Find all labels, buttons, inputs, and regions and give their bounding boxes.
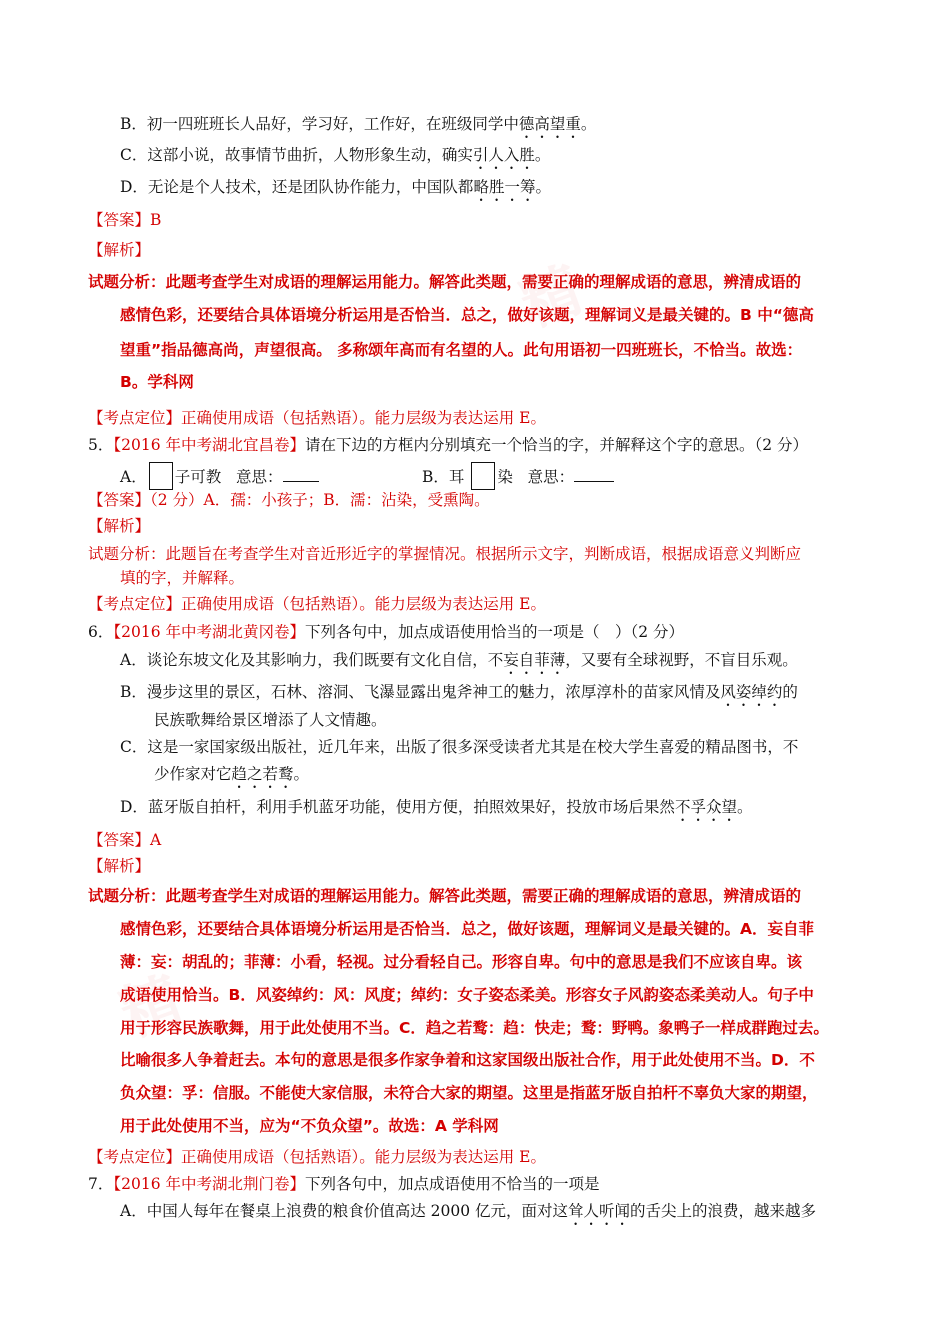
q4-option-c: C．这部小说，故事情节曲折，人物形象生动，确实引人入胜。	[120, 146, 551, 164]
q6-answer: 【答案】A	[88, 831, 162, 849]
q7-stem: 7．【2016 年中考湖北荆门卷】下列各句中，加点成语使用不恰当的一项是	[88, 1175, 600, 1193]
q4-answer: 【答案】B	[88, 211, 162, 229]
q7-option-a: A．中国人每年在餐桌上浪费的粮食价值高达 2000 亿元，面对这耸人听闻的舌尖上的浪费，越来越多	[120, 1202, 817, 1220]
q6-analysis-line: 薄：妄：胡乱的；菲薄：小看，轻视。过分看轻自己。形容自卑。句中的意思是我们不应该自卑。该	[120, 953, 803, 971]
q4-analysis-line: B。学科网	[120, 373, 194, 391]
q5-stem: 5．【2016 年中考湖北宜昌卷】请在下边的方框内分别填充一个恰当的字，并解释这个字的意思。（2 分）	[88, 436, 809, 454]
q6-analysis-line: 负众望：孚：信服。不能使大家信服，未符合大家的期望。这里是指蓝牙版自拍杆不辜负大家的期望，	[120, 1084, 818, 1102]
answer-box-b[interactable]	[471, 462, 495, 490]
q6-option-d: D．蓝牙版自拍杆，利用手机蓝牙功能，使用方便，拍照效果好，投放市场后果然不孚众望。	[120, 798, 753, 816]
q6-kaodian: 【考点定位】正确使用成语（包括熟语）。能力层级为表达运用 E。	[88, 1148, 546, 1166]
q6-analysis-line: 用于此处使用不当，应为“不负众望”。故选：A 学科网	[120, 1117, 499, 1135]
q5-answer: 【答案】（2 分）A．孺：小孩子；B．濡：沾染，受熏陶。	[88, 491, 490, 509]
q4-analysis-line: 望重”指品德高尚，声望很高。 多称颂年高而有名望的人。此句用语初一四班班长，不恰当。故选：	[120, 341, 803, 359]
watermark: 精	[111, 964, 192, 1051]
q5-kaodian: 【考点定位】正确使用成语（包括熟语）。能力层级为表达运用 E。	[88, 595, 546, 613]
q4-analysis-line: 试题分析：此题考查学生对成语的理解运用能力。解答此类题，需要正确的理解成语的意思，辨清成语的	[88, 273, 802, 291]
q6-option-b: B．漫步这里的景区，石林、溶洞、飞瀑显露出鬼斧神工的魅力，浓厚淳朴的苗家风情及风姿绰约的	[120, 683, 798, 701]
q5-option-a: A． 子可教 意思：	[120, 462, 319, 490]
q6-analysis-line: 成语使用恰当。B．风姿绰约：风：风度；绰约：女子姿态柔美。形容女子风韵姿态柔美动人。句子中	[120, 986, 814, 1004]
q4-option-b: B．初一四班班长人品好，学习好，工作好，在班级同学中德高望重。	[120, 115, 597, 133]
answer-box-a[interactable]	[149, 462, 173, 490]
q5-option-b: B．耳 染 意思：	[422, 462, 614, 490]
q6-analysis-line: 用于形容民族歌舞，用于此处使用不当。C．趋之若鹜：趋：快走；鹜：野鸭。象鸭子一样成群跑过去。	[120, 1019, 829, 1037]
meaning-blank-b[interactable]	[574, 467, 614, 482]
q6-analysis-line: 试题分析：此题考查学生对成语的理解运用能力。解答此类题，需要正确的理解成语的意思，辨清成语的	[88, 887, 802, 905]
q5-analysis-line: 填的字，并解释。	[120, 569, 245, 587]
q6-stem: 6．【2016 年中考湖北黄冈卷】下列各句中，加点成语使用恰当的一项是（ ）（2 分）	[88, 623, 685, 641]
watermark: 精	[511, 254, 592, 341]
q6-option-b-cont: 民族歌舞给景区增添了人文情趣。	[154, 711, 387, 729]
q5-analysis-line: 试题分析：此题旨在考查学生对音近形近字的掌握情况。根据所示文字，判断成语，根据成语意义判断应	[88, 545, 802, 563]
q6-option-a: A．谈论东坡文化及其影响力，我们既要有文化自信，不妄自菲薄，又要有全球视野，不盲目乐观。	[120, 651, 798, 669]
q6-option-c-cont: 少作家对它趋之若鹜。	[154, 765, 310, 783]
q6-analysis-line: 感情色彩，还要结合具体语境分析运用是否恰当．总之，做好该题，理解词义是最关键的。A．妄自菲	[120, 920, 814, 938]
q6-analysis-heading: 【解析】	[88, 857, 151, 875]
q4-kaodian: 【考点定位】正确使用成语（包括熟语）。能力层级为表达运用 E。	[88, 409, 546, 427]
q4-option-d: D．无论是个人技术，还是团队协作能力，中国队都略胜一筹。	[120, 178, 551, 196]
meaning-blank-a[interactable]	[283, 467, 319, 482]
q6-analysis-line: 比喻很多人争着赶去。本句的意思是很多作家争着和这家国级出版社合作，用于此处使用不当。D．不	[120, 1051, 815, 1069]
q4-analysis-line: 感情色彩，还要结合具体语境分析运用是否恰当．总之，做好该题，理解词义是最关键的。B 中“德高	[120, 306, 814, 324]
q5-analysis-heading: 【解析】	[88, 517, 151, 535]
q4-analysis-heading: 【解析】	[88, 241, 151, 259]
q6-option-c: C．这是一家国家级出版社，近几年来，出版了很多深受读者尤其是在校大学生喜爱的精品图书，不	[120, 738, 799, 756]
